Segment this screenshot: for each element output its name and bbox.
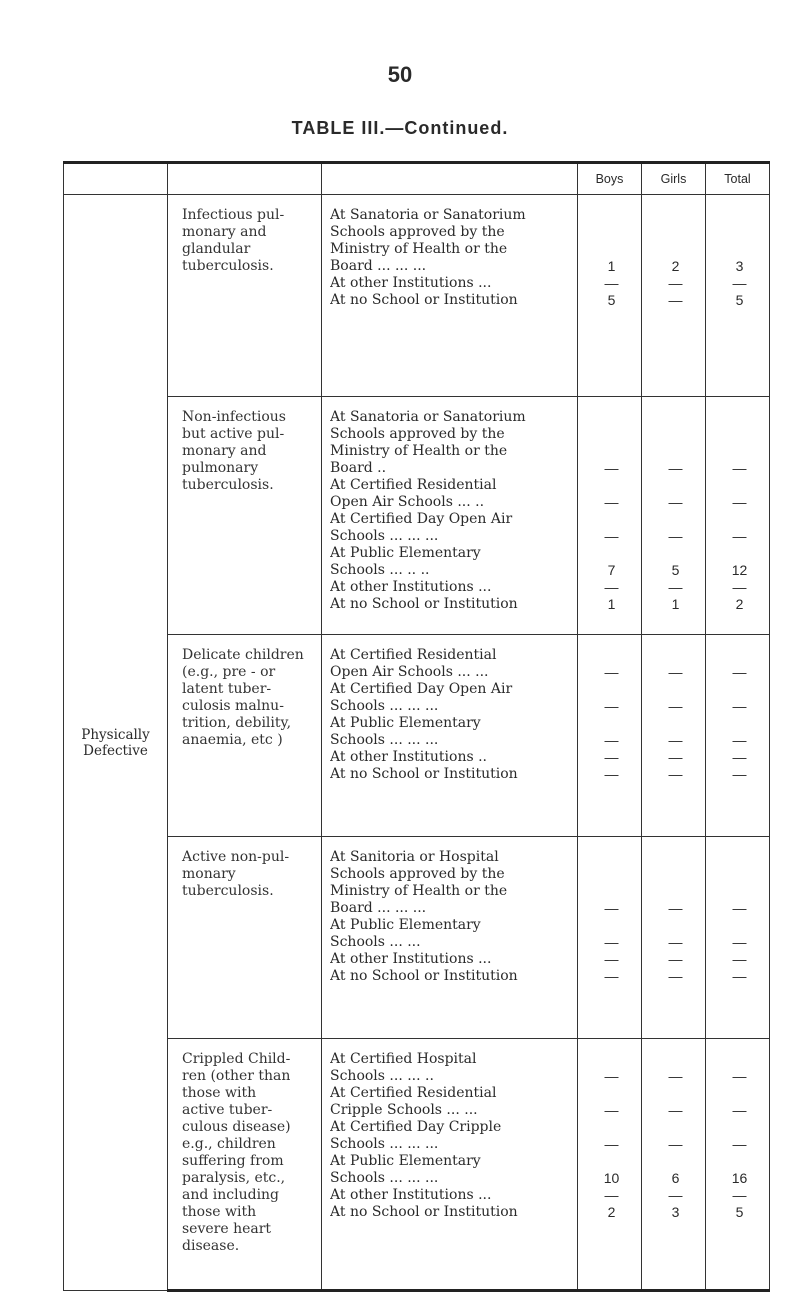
boys-value: — — [604, 1187, 619, 1203]
institution-line: At Sanatoria or Sanatorium — [330, 409, 526, 425]
boys-value: 5 — [607, 292, 616, 308]
girls-value: 1 — [671, 596, 680, 612]
institution-line: At Public Elementary — [330, 545, 481, 561]
spacer — [650, 443, 701, 460]
girls-value: 2 — [671, 258, 680, 274]
spacer — [714, 1085, 765, 1102]
boys-cell — [578, 635, 642, 837]
institution-line: At Certified Day Open Air — [330, 681, 513, 697]
spacer — [586, 883, 637, 900]
category-label: Crippled Child- ren (other than those with active tuber- culous disease) e.g., children suffering from paralysis, etc., and including those with severe heart disease. — [182, 1051, 291, 1254]
institution-line: At Sanatoria or Sanatorium — [330, 207, 526, 223]
group-row — [64, 1039, 770, 1291]
total-cell — [706, 397, 770, 635]
category-label: Active non-pul- monary tuberculosis. — [182, 849, 290, 899]
spacer — [586, 207, 637, 224]
spacer — [586, 647, 637, 664]
girls-value: — — [668, 664, 683, 680]
spacer — [650, 681, 701, 698]
boys-cell — [578, 195, 642, 397]
boys-value: 7 — [607, 562, 616, 578]
institution-line: At Public Elementary — [330, 917, 481, 933]
boys-value: — — [604, 1102, 619, 1118]
institution-line: Board ... ... ... — [330, 900, 427, 916]
boys-value: — — [604, 460, 619, 476]
spacer — [650, 1119, 701, 1136]
institution-line: At other Institutions ... — [330, 579, 492, 595]
institution-line: Schools ... ... .. — [330, 1068, 434, 1084]
boys-value: — — [604, 968, 619, 984]
institution-line: Board .. — [330, 460, 387, 476]
header-blank-1 — [64, 163, 168, 195]
spacer — [714, 866, 765, 883]
spacer — [714, 545, 765, 562]
total-value: 5 — [735, 1204, 744, 1220]
spacer — [586, 241, 637, 258]
girls-value: — — [668, 766, 683, 782]
girls-value: — — [668, 1102, 683, 1118]
category-cell — [168, 397, 322, 635]
spacer — [714, 917, 765, 934]
girls-value: — — [668, 494, 683, 510]
spacer — [586, 1119, 637, 1136]
spacer — [650, 545, 701, 562]
category-cell — [168, 635, 322, 837]
boys-value: — — [604, 732, 619, 748]
spacer — [650, 849, 701, 866]
total-value: — — [732, 528, 747, 544]
boys-cell — [578, 1039, 642, 1291]
girls-cell — [642, 397, 706, 635]
total-value: — — [732, 934, 747, 950]
girls-value: — — [668, 275, 683, 291]
group-row — [64, 837, 770, 1039]
institution-line: Ministry of Health or the — [330, 443, 508, 459]
total-cell — [706, 837, 770, 1039]
spacer — [650, 224, 701, 241]
spacer — [714, 207, 765, 224]
institution-line: At Certified Residential — [330, 1085, 497, 1101]
spacer — [586, 511, 637, 528]
category-cell — [168, 195, 322, 397]
group-row — [64, 397, 770, 635]
spacer — [650, 409, 701, 426]
girls-value: 6 — [671, 1170, 680, 1186]
spacer — [714, 1153, 765, 1170]
boys-value: — — [604, 1136, 619, 1152]
total-value: — — [732, 749, 747, 765]
spacer — [586, 426, 637, 443]
boys-value: — — [604, 494, 619, 510]
page-number: 50 — [387, 62, 413, 87]
girls-value: — — [668, 1136, 683, 1152]
total-value: — — [732, 900, 747, 916]
total-value: 5 — [735, 292, 744, 308]
institution-line: Schools ... ... ... — [330, 732, 439, 748]
group-row — [64, 635, 770, 837]
institution-line: Schools ... ... — [330, 934, 421, 950]
spacer — [650, 1153, 701, 1170]
spacer — [586, 849, 637, 866]
institution-line: At no School or Institution — [330, 968, 518, 984]
institution-line: Schools approved by the — [330, 426, 505, 442]
total-value: 12 — [731, 562, 748, 578]
spacer — [586, 1085, 637, 1102]
institution-line: At Public Elementary — [330, 715, 481, 731]
boys-value: — — [604, 664, 619, 680]
boys-value: — — [604, 275, 619, 291]
spacer — [714, 1119, 765, 1136]
boys-value: — — [604, 579, 619, 595]
spacer — [714, 511, 765, 528]
girls-cell — [642, 837, 706, 1039]
spacer — [714, 681, 765, 698]
spacer — [650, 917, 701, 934]
institution-line: At Certified Residential — [330, 647, 497, 663]
boys-value: — — [604, 749, 619, 765]
institution-line: At no School or Institution — [330, 596, 518, 612]
girls-value: — — [668, 292, 683, 308]
total-value: — — [732, 766, 747, 782]
institution-line: Schools approved by the — [330, 866, 505, 882]
total-value: — — [732, 968, 747, 984]
spacer — [714, 409, 765, 426]
institution-line: Schools ... .. .. — [330, 562, 430, 578]
boys-value: — — [604, 900, 619, 916]
institution-line: Open Air Schools ... ... — [330, 664, 489, 680]
category-cell — [168, 837, 322, 1039]
girls-value: 3 — [671, 1204, 680, 1220]
institution-line: At other Institutions ... — [330, 275, 492, 291]
boys-value: — — [604, 766, 619, 782]
total-value: — — [732, 494, 747, 510]
girls-value: — — [668, 460, 683, 476]
spacer — [650, 241, 701, 258]
institution-line: At Certified Day Cripple — [330, 1119, 502, 1135]
spacer — [650, 511, 701, 528]
spacer — [650, 207, 701, 224]
spacer — [650, 1051, 701, 1068]
institution-line: Schools ... ... ... — [330, 528, 439, 544]
spacer — [714, 224, 765, 241]
total-cell — [706, 1039, 770, 1291]
boys-value: — — [604, 951, 619, 967]
total-value: 16 — [731, 1170, 748, 1186]
girls-value: — — [668, 528, 683, 544]
institution-line: At Certified Residential — [330, 477, 497, 493]
category-label: Infectious pul- monary and glandular tuberculosis. — [182, 207, 285, 274]
spacer — [650, 866, 701, 883]
total-value: 3 — [735, 258, 744, 274]
girls-value: — — [668, 934, 683, 950]
girls-value: — — [668, 951, 683, 967]
outer-category-label: Physically Defective — [64, 195, 168, 1291]
category-cell — [168, 1039, 322, 1291]
institution-line: Schools ... ... ... — [330, 1136, 439, 1152]
girls-value: — — [668, 579, 683, 595]
institution-line: At Sanitoria or Hospital — [330, 849, 499, 865]
boys-cell — [578, 837, 642, 1039]
spacer — [650, 647, 701, 664]
boys-value: 10 — [603, 1170, 620, 1186]
spacer — [650, 477, 701, 494]
institution-cell — [322, 195, 578, 397]
spacer — [714, 426, 765, 443]
total-value: — — [732, 664, 747, 680]
girls-value: — — [668, 749, 683, 765]
spacer — [714, 647, 765, 664]
boys-value: 1 — [607, 258, 616, 274]
institution-line: Schools approved by the — [330, 224, 505, 240]
girls-value: — — [668, 732, 683, 748]
total-value: — — [732, 1102, 747, 1118]
total-value: — — [732, 732, 747, 748]
institution-line: At other Institutions ... — [330, 1187, 492, 1203]
institution-cell — [322, 1039, 578, 1291]
institution-line: At no School or Institution — [330, 766, 518, 782]
total-value: — — [732, 1187, 747, 1203]
institution-line: Board ... ... ... — [330, 258, 427, 274]
header-total: Total — [706, 163, 770, 195]
header-blank-3 — [322, 163, 578, 195]
spacer — [714, 715, 765, 732]
girls-value: — — [668, 968, 683, 984]
institution-cell — [322, 635, 578, 837]
boys-cell — [578, 397, 642, 635]
girls-cell — [642, 1039, 706, 1291]
spacer — [586, 1153, 637, 1170]
spacer — [586, 681, 637, 698]
institution-cell — [322, 837, 578, 1039]
table-title: TABLE III.—Continued. — [291, 118, 509, 138]
spacer — [586, 1051, 637, 1068]
spacer — [650, 883, 701, 900]
spacer — [586, 917, 637, 934]
statistics-table — [63, 161, 770, 1292]
institution-line: At Certified Day Open Air — [330, 511, 513, 527]
institution-line: Schools ... ... ... — [330, 698, 439, 714]
spacer — [586, 443, 637, 460]
category-label: Non-infectious but active pul- monary and pulmonary tuberculosis. — [182, 409, 286, 493]
institution-line: At other Institutions .. — [330, 749, 488, 765]
spacer — [714, 443, 765, 460]
boys-value: 2 — [607, 1204, 616, 1220]
institution-line: At other Institutions ... — [330, 951, 492, 967]
institution-line: Ministry of Health or the — [330, 883, 508, 899]
spacer — [586, 866, 637, 883]
boys-value: — — [604, 528, 619, 544]
spacer — [714, 883, 765, 900]
spacer — [650, 1085, 701, 1102]
spacer — [586, 545, 637, 562]
header-row — [64, 163, 770, 195]
total-cell — [706, 635, 770, 837]
group-row — [64, 195, 770, 397]
spacer — [586, 409, 637, 426]
total-cell — [706, 195, 770, 397]
spacer — [586, 477, 637, 494]
boys-value: — — [604, 698, 619, 714]
institution-line: Open Air Schools ... .. — [330, 494, 485, 510]
girls-value: — — [668, 698, 683, 714]
total-value: — — [732, 951, 747, 967]
spacer — [714, 849, 765, 866]
header-blank-2 — [168, 163, 322, 195]
girls-cell — [642, 635, 706, 837]
total-value: — — [732, 275, 747, 291]
boys-value: — — [604, 934, 619, 950]
girls-value: — — [668, 1068, 683, 1084]
girls-value: 5 — [671, 562, 680, 578]
institution-cell — [322, 397, 578, 635]
institution-line: At Public Elementary — [330, 1153, 481, 1169]
boys-value: — — [604, 1068, 619, 1084]
total-value: — — [732, 579, 747, 595]
total-value: — — [732, 698, 747, 714]
total-value: — — [732, 460, 747, 476]
spacer — [586, 224, 637, 241]
boys-value: 1 — [607, 596, 616, 612]
spacer — [586, 715, 637, 732]
institution-line: At no School or Institution — [330, 1204, 518, 1220]
header-boys: Boys — [578, 163, 642, 195]
institution-line: At no School or Institution — [330, 292, 518, 308]
institution-line: Ministry of Health or the — [330, 241, 508, 257]
spacer — [714, 241, 765, 258]
total-value: 2 — [735, 596, 744, 612]
institution-line: Cripple Schools ... ... — [330, 1102, 478, 1118]
spacer — [714, 1051, 765, 1068]
institution-line: At Certified Hospital — [330, 1051, 477, 1067]
total-value: — — [732, 1136, 747, 1152]
girls-value: — — [668, 1187, 683, 1203]
spacer — [714, 477, 765, 494]
girls-cell — [642, 195, 706, 397]
category-label: Delicate children (e.g., pre - or latent tuber- culosis malnu- trition, debility, anaemia, etc ) — [182, 647, 304, 748]
header-girls: Girls — [642, 163, 706, 195]
girls-value: — — [668, 900, 683, 916]
institution-line: Schools ... ... ... — [330, 1170, 439, 1186]
spacer — [650, 426, 701, 443]
total-value: — — [732, 1068, 747, 1084]
spacer — [650, 715, 701, 732]
